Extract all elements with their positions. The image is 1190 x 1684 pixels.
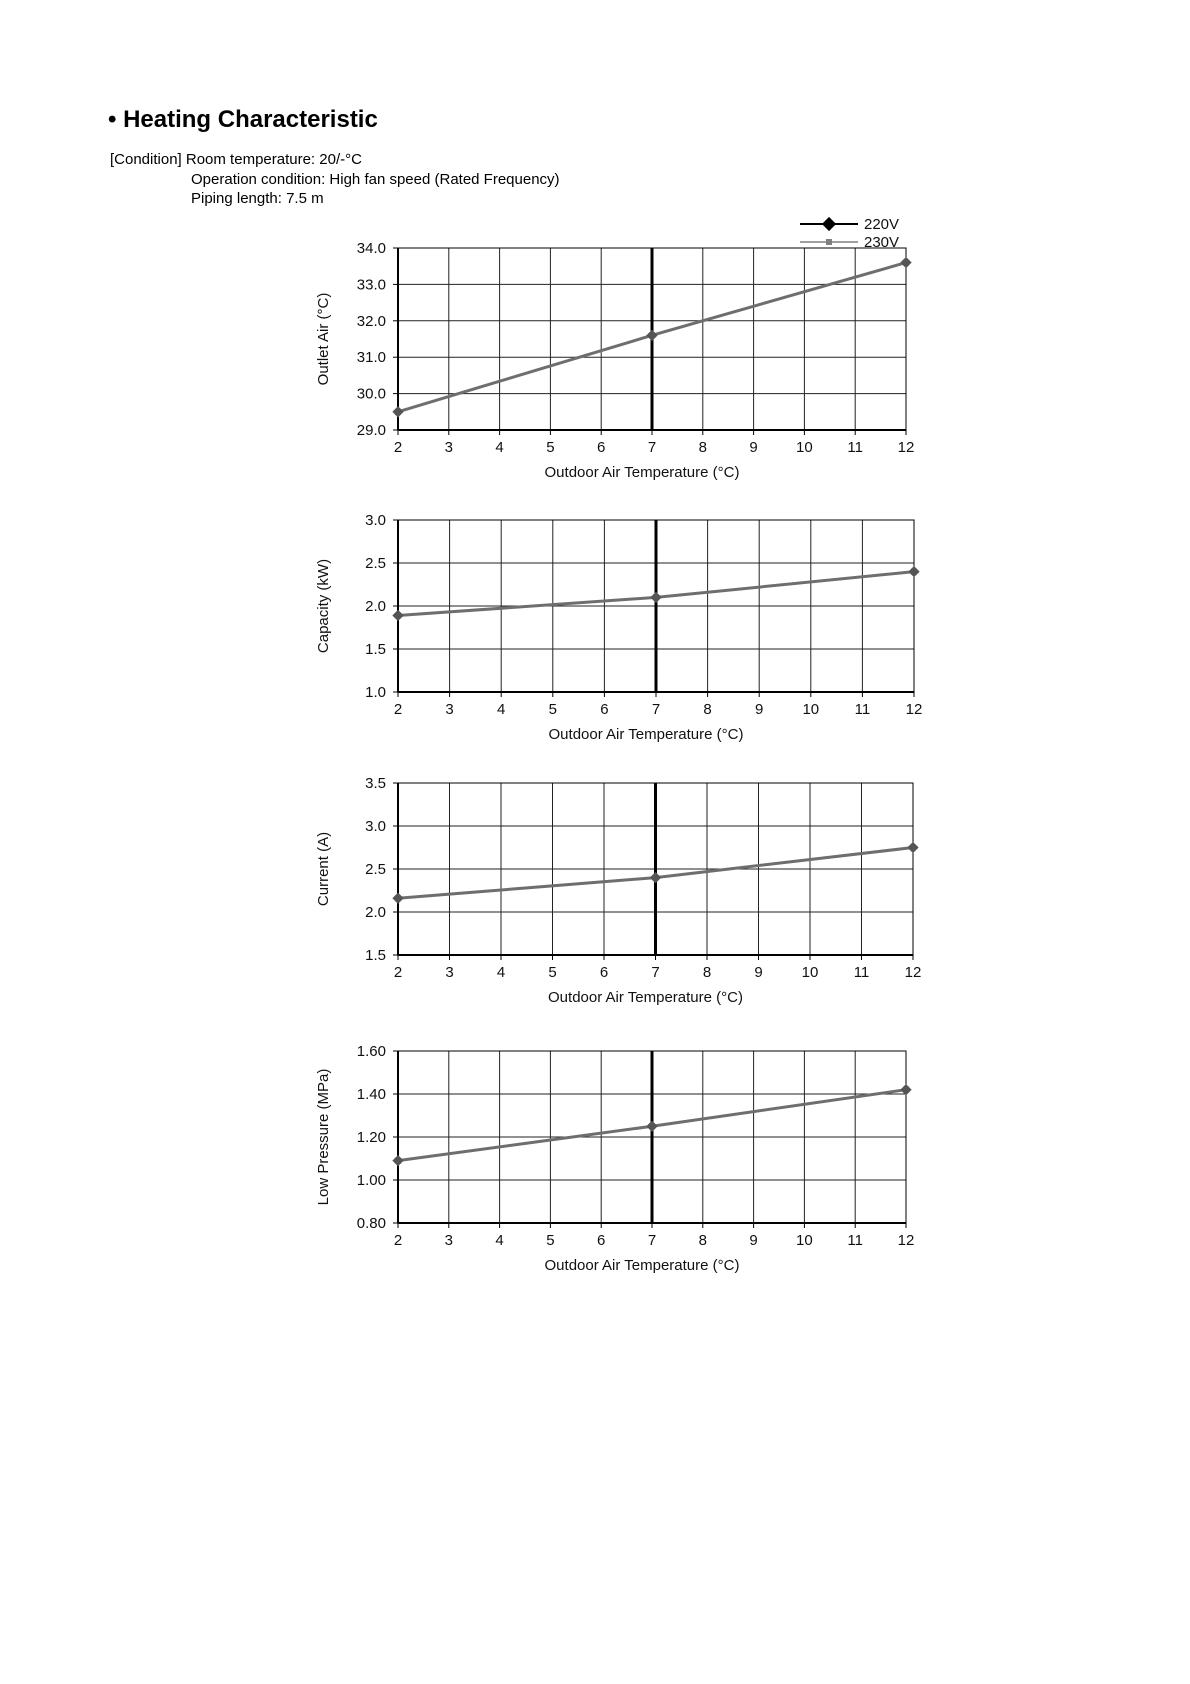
outlet-air-x-tick-label: 5 [546, 439, 555, 456]
capacity-y-tick-label: 2.0 [365, 598, 386, 615]
current-x-axis-label: Outdoor Air Temperature (°C) [548, 989, 743, 1006]
current-x-tick-label: 7 [651, 964, 660, 981]
outlet-air-x-tick-label: 8 [698, 439, 707, 456]
current-x-tick-label: 10 [801, 964, 819, 981]
current-x-tick-label: 4 [496, 964, 506, 981]
current-point-220v [650, 872, 661, 883]
outlet-air-x-tick-label: 3 [444, 439, 453, 456]
outlet-air-y-tick-label: 31.0 [356, 349, 386, 367]
capacity-point-220v [908, 566, 919, 577]
capacity-y-tick-label: 2.5 [365, 555, 386, 572]
low-pressure-y-tick-label: 0.80 [356, 1215, 386, 1232]
capacity-y-tick-label: 3.0 [365, 512, 386, 529]
current-point-220v [392, 893, 403, 904]
outlet-air-x-tick-label: 4 [495, 439, 504, 456]
capacity-x-tick-label: 11 [854, 701, 871, 718]
low-pressure-y-tick-label: 1.00 [356, 1172, 386, 1189]
outlet-air-y-tick-label: 34.0 [356, 240, 386, 257]
current-x-tick-label: 3 [445, 964, 454, 981]
outlet-air-x-tick-label: 9 [749, 439, 758, 456]
current-y-tick-label: 1.5 [365, 947, 386, 964]
low-pressure-x-tick-label: 2 [393, 1232, 403, 1249]
outlet-air-chart [0, 240, 1190, 502]
outlet-air-point-220v [900, 257, 911, 268]
outlet-air-point-220v [392, 406, 403, 417]
low-pressure-x-tick-label: 6 [597, 1232, 606, 1249]
low-pressure-y-tick-label: 1.60 [356, 1043, 386, 1060]
current-x-tick-label: 9 [754, 964, 763, 981]
current-point-220v [907, 842, 918, 853]
low-pressure-point-220v [392, 1155, 403, 1166]
condition-operation: Operation condition: High fan speed (Rated Frequency) [191, 171, 560, 188]
capacity-x-tick-label: 12 [905, 701, 923, 718]
outlet-air-x-tick-label: 12 [897, 439, 915, 456]
low-pressure-x-tick-label: 11 [847, 1232, 863, 1249]
low-pressure-x-tick-label: 10 [796, 1232, 813, 1249]
outlet-air-y-tick-label: 29.0 [356, 422, 386, 439]
capacity-x-tick-label: 6 [600, 701, 609, 718]
capacity-x-tick-label: 5 [548, 701, 557, 718]
legend-230v-label: 230V [864, 234, 900, 251]
current-y-axis-label: Current (A) [315, 831, 332, 907]
capacity-x-tick-label: 4 [497, 701, 506, 718]
capacity-x-tick-label: 7 [651, 701, 661, 718]
low-pressure-x-tick-label: 7 [647, 1232, 657, 1249]
outlet-air-y-tick-label: 33.0 [356, 276, 386, 294]
low-pressure-chart [0, 1043, 1190, 1295]
capacity-x-axis-label: Outdoor Air Temperature (°C) [548, 726, 744, 743]
low-pressure-x-tick-label: 3 [444, 1232, 453, 1249]
capacity-y-tick-label: 1.5 [365, 641, 386, 658]
outlet-air-x-tick-label: 11 [847, 439, 863, 456]
legend-220v-label: 220V [864, 216, 900, 233]
outlet-air-x-tick-label: 7 [647, 439, 657, 456]
capacity-x-tick-label: 10 [802, 701, 820, 718]
low-pressure-x-tick-label: 8 [698, 1232, 707, 1249]
capacity-x-tick-label: 9 [755, 701, 764, 718]
low-pressure-y-tick-label: 1.40 [356, 1086, 386, 1103]
low-pressure-y-axis-label: Low Pressure (MPa) [315, 1068, 332, 1206]
condition-room-temperature: [Condition] Room temperature: 20/-°C [110, 151, 362, 168]
current-x-tick-label: 5 [548, 964, 557, 981]
current-x-tick-label: 12 [904, 964, 922, 981]
low-pressure-x-tick-label: 12 [897, 1232, 915, 1249]
current-x-tick-label: 6 [599, 964, 609, 981]
condition-piping-length: Piping length: 7.5 m [191, 190, 324, 207]
low-pressure-point-220v [646, 1121, 657, 1132]
capacity-x-tick-label: 3 [445, 701, 454, 718]
capacity-point-220v [650, 592, 661, 603]
current-x-tick-label: 11 [853, 964, 870, 981]
outlet-air-x-tick-label: 6 [597, 439, 606, 456]
low-pressure-x-axis-label: Outdoor Air Temperature (°C) [544, 1257, 740, 1274]
capacity-chart [0, 512, 1190, 764]
page-title: • Heating Characteristic [108, 106, 378, 133]
low-pressure-x-tick-label: 4 [495, 1232, 504, 1249]
capacity-x-tick-label: 2 [393, 701, 403, 718]
low-pressure-x-tick-label: 5 [546, 1232, 555, 1249]
capacity-x-tick-label: 8 [703, 701, 712, 718]
outlet-air-x-axis-label: Outdoor Air Temperature (°C) [544, 464, 740, 481]
current-y-tick-label: 2.5 [365, 861, 386, 878]
outlet-air-x-tick-label: 10 [796, 439, 813, 456]
current-y-tick-label: 3.5 [365, 775, 386, 792]
capacity-point-220v [392, 610, 403, 621]
low-pressure-y-tick-label: 1.20 [356, 1129, 386, 1146]
low-pressure-x-tick-label: 9 [749, 1232, 758, 1249]
outlet-air-y-tick-label: 30.0 [356, 385, 386, 403]
current-chart [0, 775, 1190, 1027]
outlet-air-y-tick-label: 32.0 [356, 312, 386, 330]
current-x-tick-label: 8 [702, 964, 712, 981]
outlet-air-point-220v [646, 330, 657, 341]
legend-220v-diamond-icon [822, 217, 836, 231]
current-y-tick-label: 2.0 [365, 904, 386, 921]
outlet-air-y-axis-label: Outlet Air (°C) [315, 292, 332, 386]
capacity-y-axis-label: Capacity (kW) [315, 558, 332, 654]
outlet-air-x-tick-label: 2 [393, 439, 403, 456]
current-y-tick-label: 3.0 [365, 818, 386, 835]
current-x-tick-label: 2 [393, 964, 403, 981]
capacity-y-tick-label: 1.0 [365, 684, 386, 701]
